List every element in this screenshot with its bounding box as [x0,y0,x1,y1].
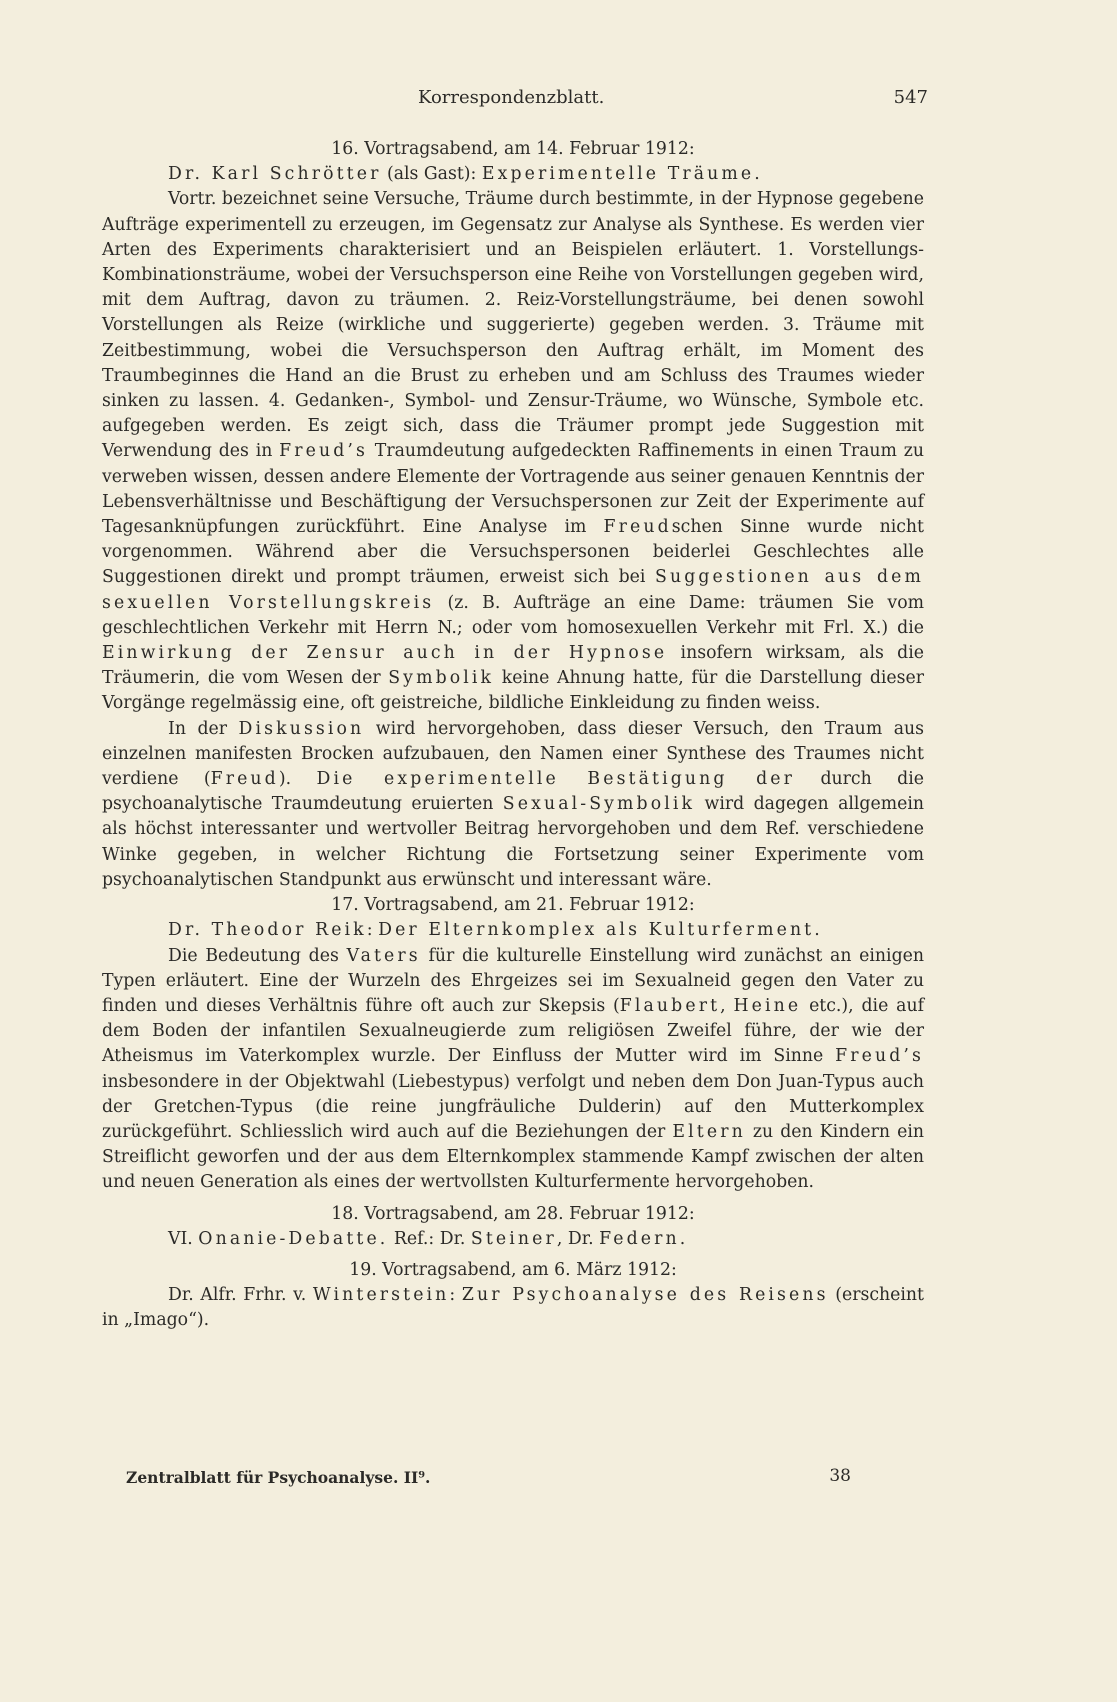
section-heading: 17. Vortragsabend, am 21. Februar 1912: [331,895,695,916]
spaced-run: Diskussion [238,718,365,739]
text-run: In der [168,718,239,739]
spaced-run: Heine [733,995,802,1016]
speaker-line [102,162,924,187]
text-run: Vortr. bezeichnet seine Versuche, Träume durch bestimmte, in der Hypnose gegebene Aufträge experimentell zu erzeugen, im Gegensatz zur Analyse als Synthese. Es werden vier Arten des Experiments charakterisiert und an Beispielen erläutert. 1. Vorstellungs-Kombinationsträume, wobei der Versuchsperson eine Reihe von Vorstellungen gegeben wird, mit dem Auftrag, davon zu träumen. 2. Reiz-Vorstellungsträume, bei denen sowohl Vorstellungen als Reize (wirkliche und suggerierte) gegeben werden. 3. Träume mit Zeitbestimmung, wobei die Versuchsperson den Auftrag erhält, im Moment des Traumbeginnes die Hand an die Brust zu erheben und am Schluss des Traumes wieder sinken zu lassen. 4. Gedanken-, Symbol- und Zensur-Träume, wo Wünsche, Symbole etc. aufgegeben werden. Es zeigt sich, dass die Träumer prompt jede Suggestion mit Verwendung des in [102,189,924,462]
footer-journal: Zentralblatt für Psychoanalyse. II⁹. [126,1468,431,1487]
spaced-run: Federn [599,1228,680,1249]
spaced-run: Steiner [470,1228,557,1249]
spaced-run: Freud [210,769,279,790]
text-run: (z. B. Aufträge an eine Dame: träumen Sie vom geschlechtlichen Verkehr mit Herrn N.; oder vom homosexuellen Verkehr mit Frl. X.) die [102,592,924,638]
spaced-run: Freud [603,517,672,538]
paragraph [102,717,924,893]
text-run: , Dr. [556,1228,600,1249]
section-heading: 16. Vortragsabend, am 14. Februar 1912: [331,139,695,159]
text-run: Die Bedeutung des [168,945,347,966]
paragraph [102,944,924,1196]
text-run: insbesondere in der Objektwahl (Liebestypus) verfolgt und neben dem Don Juan-Typus auch der Gretchen-Typus (die reine jungfräuliche Dulderin) auf den Mutterkomplex zurückgeführt. Schliesslich wird auch auf die Beziehungen der [102,1071,924,1142]
spaced-run: Symbolik [388,668,495,689]
section-heading: 19. Vortragsabend, am 6. März 1912: [349,1259,677,1280]
text-run: etc.), die auf dem Boden der infantilen Sexualneugierde zum religiösen Zweifel führe, der wie der Atheismus im Vaterkomplex wurzle. Der Einfluss der Mutter wird im Sinne [102,995,924,1067]
spaced-run: Winterstein [312,1285,450,1306]
spaced-run: Freud’s [279,441,368,462]
spaced-run: Die experimentelle Bestätigung der [316,769,796,790]
text-run: Traumdeutung aufgedeckten Raffinements in einen Traum zu verweben wissen, dessen andere Elemente der Vortragende aus seiner genauen Kenntnis der Lebensverhältnisse und Beschäftigung der Versuchspersonen zur Zeit der Experimente auf Tagesanknüpfungen zurückführt. Eine Analyse im [102,441,924,538]
speaker-name: Dr. Theodor Reik [168,920,367,941]
speaker-line [102,1283,924,1333]
text-run: , [720,995,734,1016]
text-run: schen Sinne wurde nicht vorgenommen. Während aber die Versuchspersonen beiderlei Geschlechtes alle Suggestionen direkt und prompt träumen, erweist sich bei [102,517,924,588]
text-run: Dr. Alfr. Frhr. v. [168,1285,313,1306]
text-run: Ref.: Dr. [388,1228,471,1249]
running-title: Korrespondenzblatt. [418,87,605,108]
main-text [102,137,924,1334]
spaced-run: Flaubert [619,995,721,1016]
text-run: . [679,1228,686,1249]
text-run: VI. [168,1228,199,1249]
spaced-run: Eltern [672,1121,746,1142]
page-number: 547 [893,87,928,108]
text-run: für die kulturelle Einstellung wird zunächst an einigen Typen erläutert. Eine der Wurzeln des Ehrgeizes sei im Sexualneid gegen den Vater zu finden und dieses Verhältnis führe oft auch zur Skepsis ( [102,945,925,1016]
speaker-line [102,918,924,943]
spaced-run: Sexual-Symbolik [502,794,696,815]
section-heading: 18. Vortragsabend, am 28. Februar 1912: [331,1203,695,1224]
spaced-run: Vaters [346,945,421,966]
spaced-run: Einwirkung der Zensur auch in der Hypnose [102,643,668,664]
speaker-name: Dr. Karl Schrötter [168,164,382,185]
text-run: ). [278,769,317,790]
spaced-run: Suggestionen aus dem sexuellen Vorstellungskreis [102,567,924,613]
speaker-line [102,1227,924,1252]
spaced-run: Zur Psychoanalyse des Reisens [461,1285,829,1306]
text-run: keine Ahnung hatte, für die Darstellung dieser Vorgänge regelmässig eine, oft geistreiche, bildliche Einkleidung zu finden weiss. [102,668,925,714]
spaced-run: Freud’s [835,1046,924,1067]
text-run: insofern wirksam, als die Träumerin, die vom Wesen der [102,643,924,689]
spaced-run: Onanie-Debatte. [198,1228,389,1249]
paragraph [102,187,924,716]
speaker-note: : [366,920,379,941]
text-run: : [449,1285,462,1306]
text-run: wird hervorgehoben, dass dieser Versuch, den Traum aus einzelnen manifesten Brocken aufzubauen, den Namen einer Synthese des Traumes nicht verdiene ( [102,718,925,790]
signature-mark: 38 [829,1466,851,1486]
text-run: zu den Kindern ein Streiflicht geworfen und der aus dem Elternkomplex stammende Kampf zwischen der alten und neuen Generation als eines der wertvollsten Kulturfermente hervorgehoben. [102,1121,924,1193]
text-run: (erscheint in „Imago“). [102,1285,924,1331]
speaker-note: (als Gast): [381,164,482,185]
text-run: durch die psychoanalytische Traumdeutung eruierten [102,769,924,815]
text-run: wird dagegen allgemein als höchst interessanter und wertvoller Beitrag hervorgehoben und dem Ref. verschiedene Winke gegeben, in welcher Richtung die Fortsetzung seiner Experimente vom psychoanalytischen Standpunkt aus erwünscht und interessant wäre. [102,794,924,890]
talk-title: Der Elternkomplex als Kulturferment. [378,920,823,941]
talk-title: Experimentelle Träume. [481,164,763,185]
